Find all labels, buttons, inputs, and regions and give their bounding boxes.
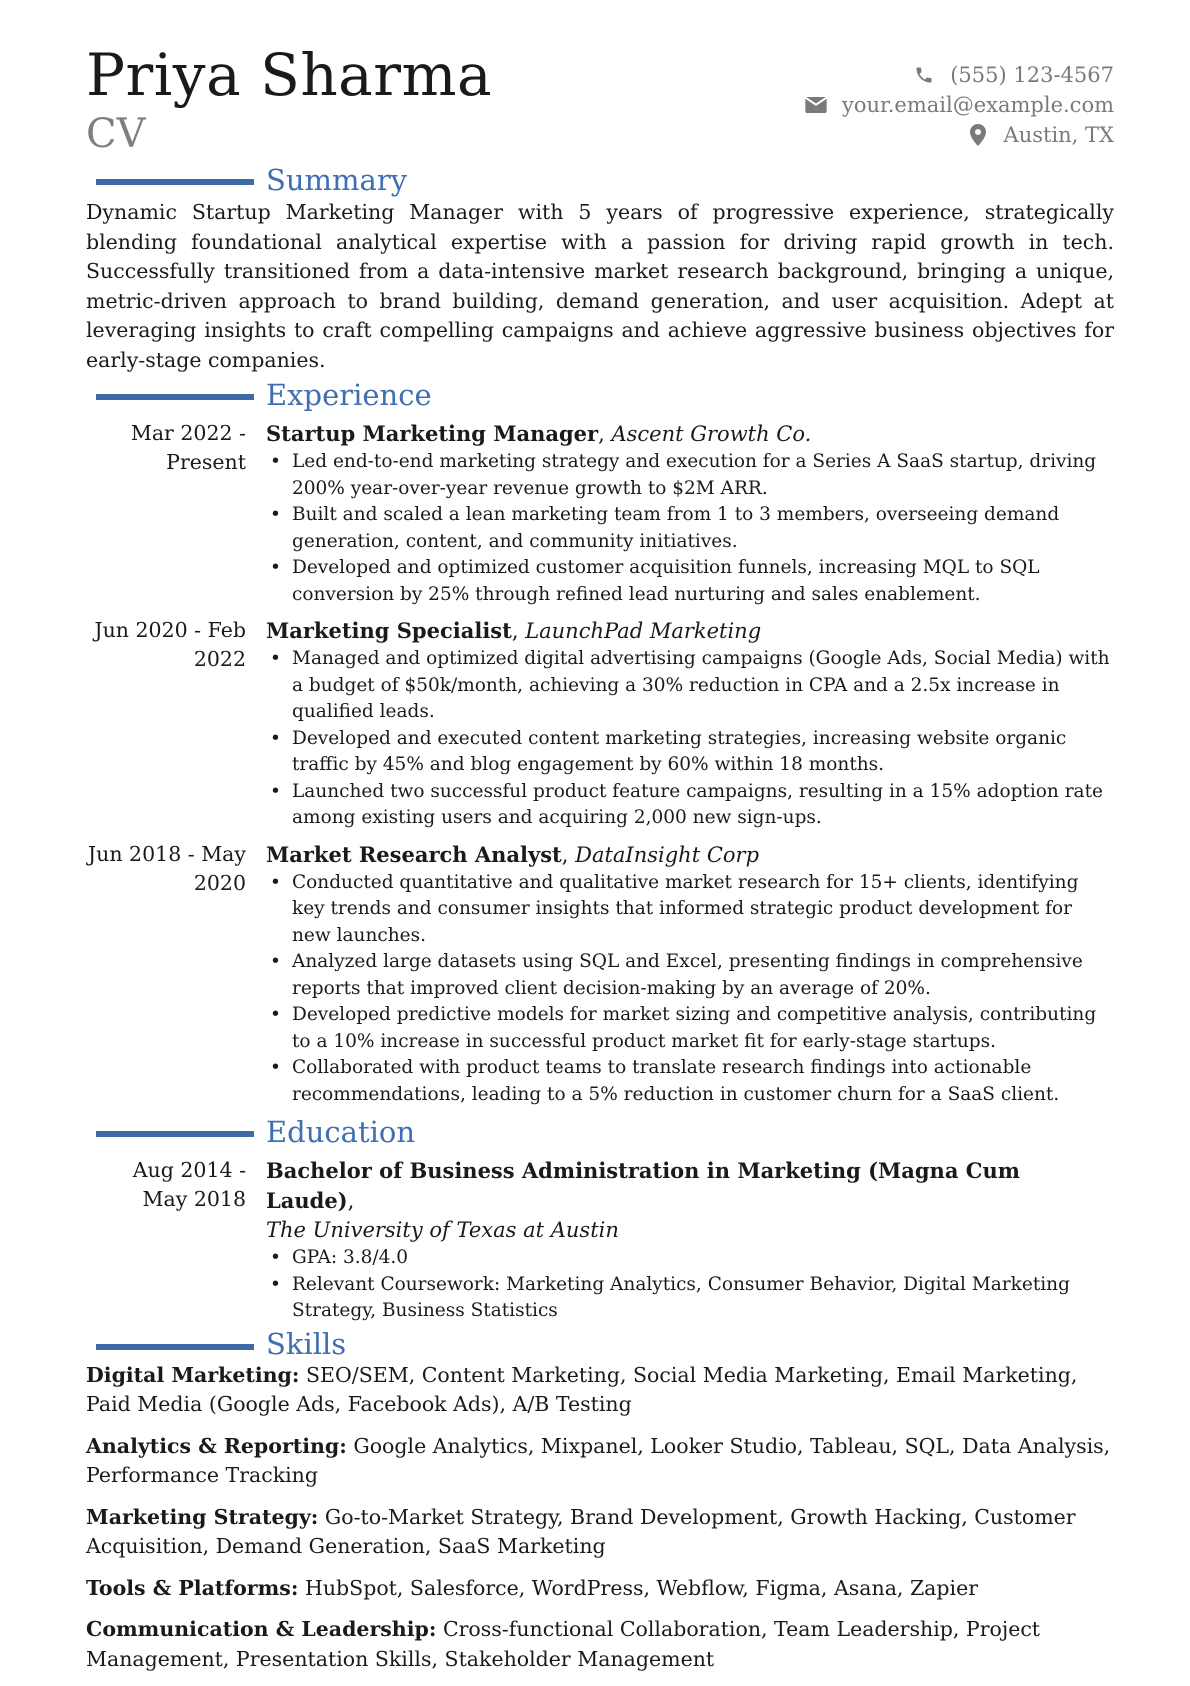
- experience-heading: [96, 379, 1114, 411]
- envelope-icon: [804, 94, 828, 116]
- skill-row: [86, 1361, 1114, 1420]
- skill-category: Marketing Strategy:: [86, 1504, 319, 1529]
- section-title: Summary: [266, 162, 408, 197]
- skill-values: Cross-functional Collaboration, Team Leadership, Project Management, Presentation Skills, Stakeholder Management: [86, 1617, 1041, 1671]
- experience-entry: [86, 840, 1114, 1109]
- skill-row: [86, 1615, 1114, 1674]
- list-item: • Developed and optimized customer acquisition funnels, increasing MQL to SQL conversion by 25% through refined lead nurturing and sales enablement.: [266, 555, 1114, 608]
- list-item: • Managed and optimized digital advertising campaigns (Google Ads, Social Media) with a budget of $50k/month, achieving a 30% reduction in CPA and a 2.5x increase in qualified leads.: [266, 646, 1114, 726]
- entry-date: Aug 2014 - May 2018: [132, 1158, 246, 1211]
- section-bar: [96, 1131, 254, 1137]
- entry-body: [266, 1156, 1114, 1325]
- location-text: Austin, TX: [1003, 123, 1114, 147]
- section-bar: [96, 394, 254, 400]
- section-bar: [96, 179, 254, 185]
- list-item: • Led end-to-end marketing strategy and execution for a Series A SaaS startup, driving 200% year-over-year revenue growth to $2M ARR.: [266, 449, 1114, 502]
- contact-phone: [804, 60, 1114, 90]
- list-item: • Conducted quantitative and qualitative market research for 15+ clients, identifying key trends and consumer insights that informed strategic product development for new launches.: [266, 870, 1114, 950]
- education-heading: [96, 1116, 1114, 1148]
- skills-heading: [96, 1329, 1114, 1361]
- entry-body: [266, 419, 1114, 608]
- skill-values: Go-to-Market Strategy, Brand Development, Growth Hacking, Customer Acquisition, Demand Generation, SaaS Marketing: [86, 1504, 1076, 1558]
- list-item: • Analyzed large datasets using SQL and Excel, presenting findings in comprehensive reports that improved client decision-making by an average of 20%.: [266, 949, 1114, 1002]
- list-item: • Developed and executed content marketing strategies, increasing website organic traffic by 45% and blog engagement by 60% within 18 months.: [266, 726, 1114, 779]
- skill-values: Google Analytics, Mixpanel, Looker Studio, Tableau, SQL, Data Analysis, Performance Tracking: [86, 1433, 1111, 1487]
- list-item: • GPA: 3.8/4.0: [266, 1245, 1114, 1272]
- job-role: Market Research Analyst: [266, 841, 562, 867]
- organization: LaunchPad Marketing: [525, 619, 762, 643]
- entry-title: Bachelor of Business Administration in Marketing (Magna Cum Laude), The University of Texas at Austin: [266, 1158, 1020, 1242]
- job-role: Startup Marketing Manager: [266, 421, 599, 446]
- section-title: Experience: [266, 377, 432, 412]
- skill-category: Communication & Leadership:: [86, 1617, 437, 1641]
- organization: Ascent Growth Co.: [611, 422, 812, 446]
- skill-category: Analytics & Reporting:: [86, 1433, 347, 1458]
- contact-location: [804, 120, 1114, 150]
- degree: Bachelor of Business Administration in Marketing (Magna Cum Laude): [266, 1158, 1020, 1213]
- organization: DataInsight Corp: [575, 842, 760, 867]
- job-role: Marketing Specialist: [266, 618, 512, 643]
- entry-title: Startup Marketing Manager, Ascent Growth Co.: [266, 421, 812, 446]
- experience-entry: [86, 616, 1114, 832]
- skill-category: Tools & Platforms:: [86, 1575, 299, 1600]
- phone-icon: [912, 64, 936, 86]
- bullet-list: [266, 870, 1114, 1109]
- entry-title: Market Research Analyst, DataInsight Corp: [266, 841, 760, 867]
- skill-values: SEO/SEM, Content Marketing, Social Media Marketing, Email Marketing, Paid Media (Google Ads, Facebook Ads), A/B Testing: [86, 1362, 1078, 1416]
- phone-number[interactable]: (555) 123-4567: [950, 63, 1114, 87]
- skill-row: [86, 1432, 1114, 1491]
- contact-email: [804, 90, 1114, 120]
- experience-entry: [86, 419, 1114, 608]
- entry-title: Marketing Specialist, LaunchPad Marketing: [266, 618, 762, 643]
- entry-body: [266, 840, 1114, 1109]
- list-item: • Launched two successful product feature campaigns, resulting in a 15% adoption rate among existing users and acquiring 2,000 new sign-ups.: [266, 779, 1114, 832]
- section-bar: [96, 1344, 254, 1350]
- entry-date: Jun 2020 - Feb 2022: [94, 618, 246, 671]
- map-marker-icon: [966, 124, 990, 146]
- summary-heading: [96, 164, 1114, 196]
- cv-page: [86, 40, 1114, 1686]
- section-title: Skills: [266, 1327, 347, 1361]
- contact-info: [804, 60, 1114, 150]
- skill-category: Digital Marketing:: [86, 1362, 300, 1387]
- section-title: Education: [266, 1114, 416, 1149]
- summary-text: Dynamic Startup Marketing Manager with 5 years of progressive experience, strategically blending foundational analytical expertise with a passion for driving rapid growth in tech. Successfully transitioned from a data-intensive market research background, bringing a unique, metric-driven approach to brand building, demand generation, and user acquisition. Adept at leveraging insights to craft compelling campaigns and achieve aggressive business objectives for early-stage companies.: [86, 200, 1114, 372]
- entry-date: Mar 2022 - Present: [130, 421, 246, 474]
- list-item: • Built and scaled a lean marketing team from 1 to 3 members, overseeing demand generation, content, and community initiatives.: [266, 502, 1114, 555]
- bullet-list: [266, 449, 1114, 608]
- list-item: • Developed predictive models for market sizing and competitive analysis, contributing to a 10% increase in successful product market fit for early-stage startups.: [266, 1002, 1114, 1055]
- entry-date: Jun 2018 - May 2020: [87, 841, 246, 895]
- list-item: • Collaborated with product teams to translate research findings into actionable recommendations, leading to a 5% reduction in customer churn for a SaaS client.: [266, 1055, 1114, 1108]
- candidate-name: Priya Sharma: [86, 41, 493, 109]
- institution: The University of Texas at Austin: [266, 1218, 619, 1242]
- list-item: • Relevant Coursework: Marketing Analytics, Consumer Behavior, Digital Marketing Strategy, Business Statistics: [266, 1272, 1114, 1325]
- skills-list: [86, 1361, 1114, 1675]
- entry-body: [266, 616, 1114, 832]
- bullet-list: [266, 1245, 1114, 1325]
- bullet-list: [266, 646, 1114, 832]
- skill-row: [86, 1503, 1114, 1562]
- email-address[interactable]: your.email@example.com: [841, 93, 1114, 117]
- education-entry: [86, 1156, 1114, 1325]
- document-type: CV: [86, 111, 146, 157]
- skill-row: [86, 1574, 1114, 1604]
- skill-values: HubSpot, Salesforce, WordPress, Webflow, Figma, Asana, Zapier: [304, 1575, 979, 1600]
- cv-header: [86, 41, 1114, 164]
